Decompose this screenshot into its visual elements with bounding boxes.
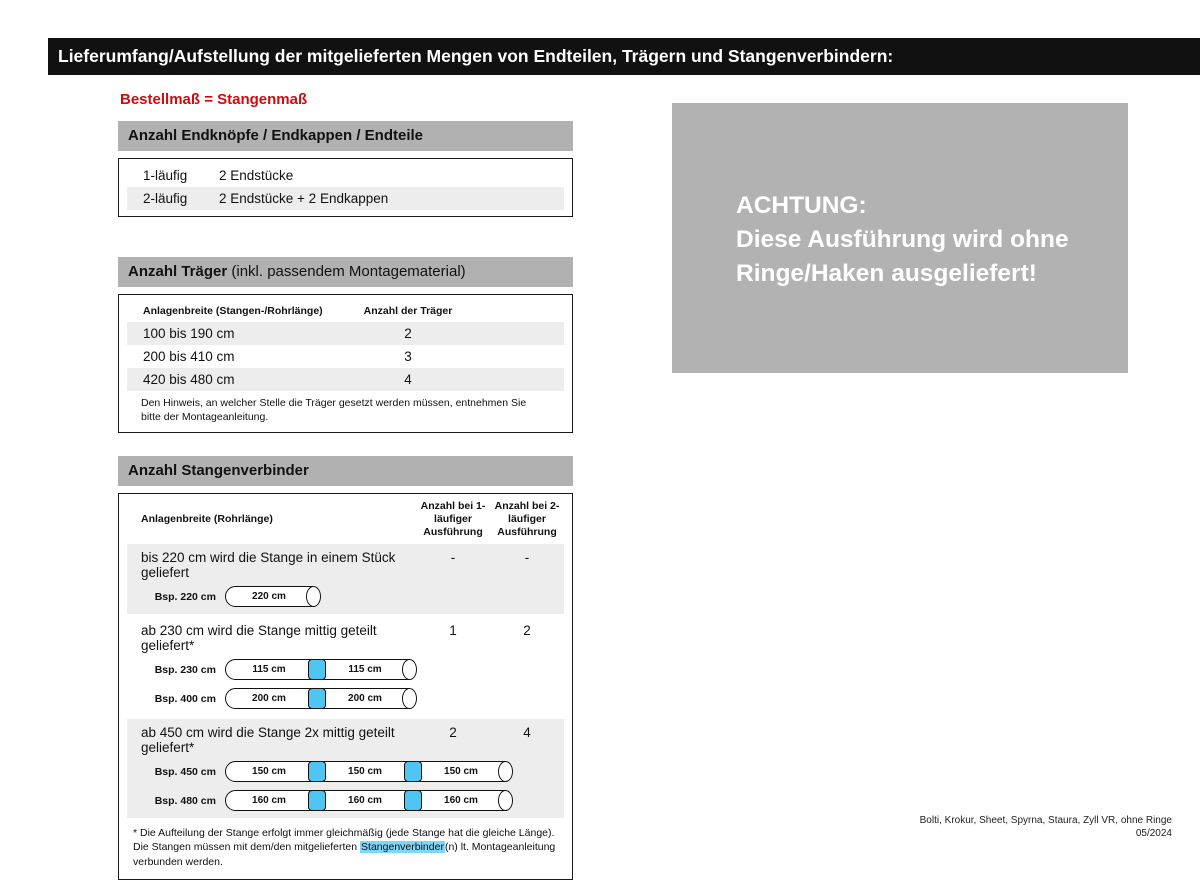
rod-example	[127, 584, 564, 609]
content-column	[118, 121, 573, 880]
section-title-traeger: Anzahl Träger	[128, 263, 228, 280]
row-range: 100 bis 190 cm	[143, 326, 235, 341]
rod-connector	[308, 659, 326, 680]
footer	[920, 814, 1172, 840]
column-header-one-track: Anzahl bei 1-läufiger Ausführung	[420, 499, 486, 538]
page-title: Lieferumfang/Aufstellung der mitgelieferten Mengen von Endteilen, Trägern und Stangenverbindern:	[58, 46, 894, 66]
rod-end-cap	[498, 790, 513, 811]
rod-segment-length: 200 cm	[348, 693, 382, 705]
rod-segment	[225, 586, 313, 607]
rod-segment	[225, 761, 313, 782]
rod-segment-length: 150 cm	[444, 766, 478, 778]
table-header-row	[127, 494, 564, 544]
rod-example-label: Bsp. 450 cm	[154, 765, 216, 778]
column-header-width: Anlagenbreite (Stangen-/Rohrlänge)	[143, 305, 323, 317]
table-row	[127, 187, 564, 210]
rod-connector	[404, 790, 422, 811]
column-header-width: Anlagenbreite (Rohrlänge)	[141, 513, 273, 526]
rod-example	[127, 788, 564, 813]
section-header-verbinder	[118, 456, 573, 486]
rod-segment-length: 150 cm	[252, 766, 286, 778]
rod-segment	[321, 688, 409, 709]
rod-segment	[225, 688, 313, 709]
footnote-text: * Die Aufteilung der Stange erfolgt immer gleichmäßig (jede Stange hat die gleiche Länge). Die Stangen müssen mit dem/den mitgelieferten	[133, 827, 555, 854]
row-count: 4	[404, 372, 412, 387]
column-header-two-track: Anzahl bei 2-läufiger Ausführung	[494, 499, 560, 538]
rod-example-label: Bsp. 480 cm	[154, 794, 216, 807]
rod-example-label: Bsp. 230 cm	[154, 663, 216, 676]
row-range: 420 bis 480 cm	[143, 372, 235, 387]
group-desc-row	[127, 550, 564, 580]
table-row	[127, 345, 564, 368]
rod-segment	[321, 761, 409, 782]
verbinder-group	[127, 544, 564, 614]
row-value: 2 Endstücke + 2 Endkappen	[219, 191, 389, 206]
rod-example-label: Bsp. 400 cm	[154, 692, 216, 705]
rod-connector	[308, 688, 326, 709]
traeger-note: Den Hinweis, an welcher Stelle die Träger gesetzt werden müssen, entnehmen Sie bitte der Montageanleitung.	[141, 397, 527, 423]
count-one-track: -	[450, 550, 456, 566]
rod-segment	[417, 761, 505, 782]
rod-segment	[225, 790, 313, 811]
section-header-endteile	[118, 121, 573, 151]
verbinder-footnote	[133, 826, 564, 869]
order-size-note: Bestellmaß = Stangenmaß	[120, 91, 308, 108]
verbinder-group	[127, 617, 564, 716]
count-two-track: -	[524, 550, 530, 566]
rod-connector	[308, 790, 326, 811]
verbinder-group	[127, 719, 564, 818]
rod-end-cap	[498, 761, 513, 782]
endteile-table	[118, 158, 573, 217]
footnote-text: (n) lt. Montageanleitung verbunden werden.	[133, 841, 556, 868]
group-desc: ab 230 cm wird die Stange mittig geteilt geliefert*	[141, 623, 377, 654]
rod-connector	[404, 761, 422, 782]
column-header-count: Anzahl der Träger	[363, 305, 453, 317]
section-title-traeger-note: (inkl. passendem Montagematerial)	[227, 263, 466, 280]
rod-segment-length: 160 cm	[252, 795, 286, 807]
warning-line: Diese Ausführung wird ohne	[736, 226, 1069, 253]
count-two-track: 2	[523, 623, 531, 639]
rod-end-cap	[402, 688, 417, 709]
rod-diagram	[225, 659, 417, 680]
group-desc-row	[127, 623, 564, 653]
rod-segment-length: 160 cm	[348, 795, 382, 807]
rod-diagram	[225, 586, 321, 607]
rod-example	[127, 759, 564, 784]
rod-segment	[417, 790, 505, 811]
page-title-bar	[48, 38, 1200, 75]
warning-line: Ringe/Haken ausgeliefert!	[736, 260, 1037, 287]
table-header-row	[127, 300, 564, 322]
group-desc: bis 220 cm wird die Stange in einem Stück geliefert	[141, 550, 396, 581]
group-desc: ab 450 cm wird die Stange 2x mittig geteilt geliefert*	[141, 725, 395, 756]
rod-end-cap	[306, 586, 321, 607]
rod-segment-length: 115 cm	[252, 664, 286, 676]
footer-models: Bolti, Krokur, Sheet, Spyrna, Staura, Zyll VR, ohne Ringe	[919, 815, 1172, 826]
verbinder-table	[118, 493, 573, 880]
row-count: 2	[404, 326, 412, 341]
rod-connector	[308, 761, 326, 782]
table-row	[127, 164, 564, 187]
rod-segment-length: 220 cm	[252, 591, 286, 603]
section-title-verbinder: Anzahl Stangenverbinder	[128, 462, 309, 480]
warning-box	[672, 103, 1128, 373]
rod-diagram	[225, 761, 513, 782]
rod-segment	[321, 790, 409, 811]
traeger-table	[118, 294, 573, 433]
rod-segment-length: 200 cm	[252, 693, 286, 705]
rod-segment-length: 150 cm	[348, 766, 382, 778]
rod-segment-length: 160 cm	[444, 795, 478, 807]
rod-segment-length: 115 cm	[348, 664, 382, 676]
rod-segment	[321, 659, 409, 680]
group-desc-row	[127, 725, 564, 755]
row-count: 3	[404, 349, 412, 364]
warning-line: ACHTUNG:	[736, 192, 867, 219]
count-one-track: 2	[449, 725, 457, 741]
table-row	[127, 368, 564, 391]
count-one-track: 1	[449, 623, 457, 639]
row-label: 1-läufig	[143, 168, 188, 183]
table-row	[127, 322, 564, 345]
rod-example-label: Bsp. 220 cm	[154, 590, 216, 603]
rod-example	[127, 657, 564, 682]
rod-diagram	[225, 688, 417, 709]
footer-date: 05/2024	[1135, 828, 1172, 839]
row-value: 2 Endstücke	[219, 168, 294, 183]
row-label: 2-läufig	[143, 191, 188, 206]
rod-example	[127, 686, 564, 711]
section-title-endteile: Anzahl Endknöpfe / Endkappen / Endteile	[128, 127, 424, 144]
rod-diagram	[225, 790, 513, 811]
section-header-traeger	[118, 257, 573, 287]
count-two-track: 4	[523, 725, 531, 741]
footnote-highlight: Stangenverbinder	[361, 841, 444, 854]
row-range: 200 bis 410 cm	[143, 349, 235, 364]
rod-segment	[225, 659, 313, 680]
rod-end-cap	[402, 659, 417, 680]
